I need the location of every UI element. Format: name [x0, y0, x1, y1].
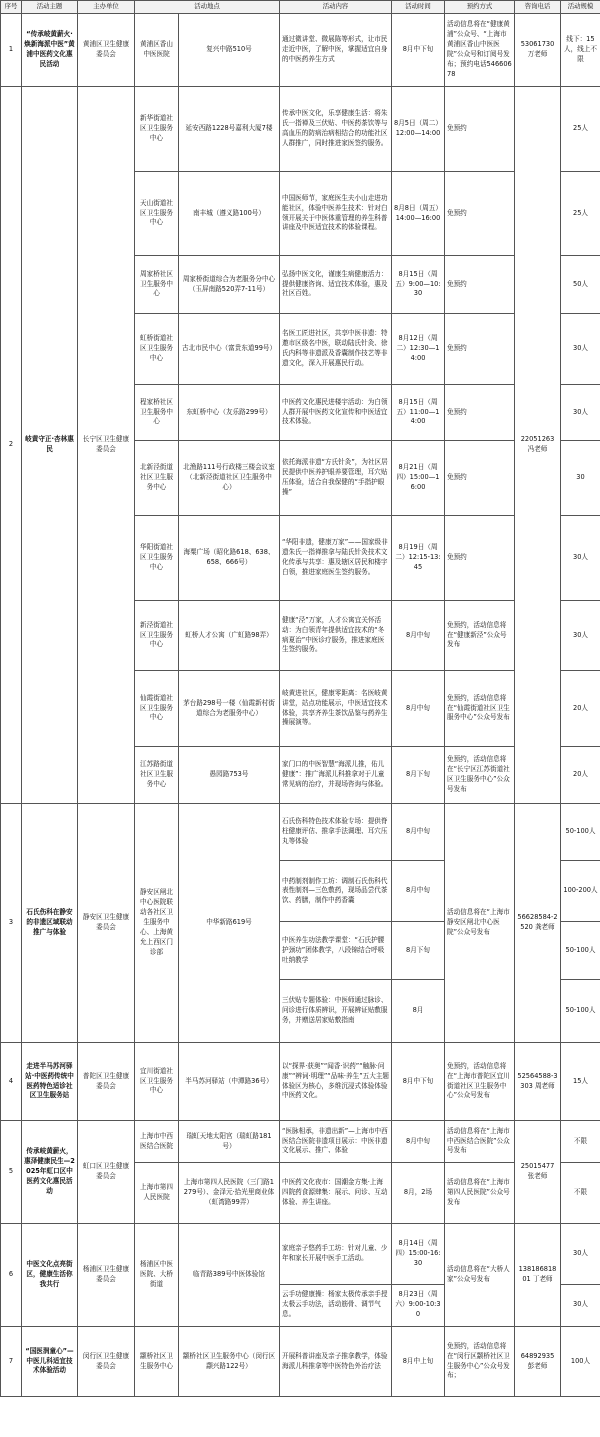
activity-time: 8月中旬	[392, 601, 445, 671]
row-number: 7	[1, 1327, 22, 1397]
place-text: 古北市民中心（富贵东道99号）	[182, 344, 277, 353]
booking-method: 免预约	[445, 441, 515, 516]
activity-time: 8月19日（周二）12:15-13:45	[392, 516, 445, 601]
organizer-site: 华阳街道社区卫生服务中心	[135, 516, 179, 600]
booking-method: 活动信息将在“上海市静安区闸北中心医院”公众号发布	[445, 804, 515, 1043]
location-cell	[135, 1163, 280, 1224]
activity-content: 中药制剂制作工坊：调制石氏伤科代表性制剂—三色敷药，现场品尝代茶饮、药膳，制作中药香囊	[280, 861, 392, 922]
activity-content: 中医药文化惠民进楼宇活动：为白领人群开展中医药文化宣传和中医适宜技术体验。	[280, 385, 392, 441]
activity-theme: 岐黄守正·杏林惠民	[22, 87, 78, 804]
place-text: 周家桥街道综合为老服务分中心（玉屏南路520弄7-11号）	[182, 274, 276, 293]
header-booking: 预约方式	[445, 1, 515, 14]
place-text: 上海市第四人民医院（三门路1279号）、金泽元·拾光里商业体（虹湾路99弄）	[183, 1178, 275, 1206]
activity-scale: 线下：15人，线上不限	[561, 14, 600, 87]
activity-scale: 不限	[561, 1163, 600, 1224]
location-cell	[135, 14, 280, 87]
booking-method: 免预约	[445, 256, 515, 314]
activity-content: 开展科普讲座及亲子推拿教学，体验海派儿科推拿等中医特色外治疗法	[280, 1327, 392, 1397]
activity-time: 8月15日（周五）11:00—14:00	[392, 385, 445, 441]
activity-scale: 50-100人	[561, 804, 600, 861]
row-number: 4	[1, 1043, 22, 1121]
activity-time: 8月，2场	[392, 1163, 445, 1224]
activity-time: 8月中下旬	[392, 1043, 445, 1121]
activity-time: 8月	[392, 979, 445, 1042]
place-text: 中华新路619号	[206, 918, 252, 927]
location-cell	[135, 1224, 280, 1327]
activity-scale: 30人	[561, 1224, 600, 1285]
booking-method: 免预约，活动信息将在“长宁区江苏街道社区卫生服务中心”公众号发布	[445, 747, 515, 804]
table-row	[1, 1043, 600, 1121]
activity-content: 依托海派非遗“方氏针灸”，为社区居民提供中医养护眼养要管理，耳穴贴压体验，适合自我保健的“手指护眼操”	[280, 441, 392, 516]
location-cell	[135, 804, 280, 1043]
activity-theme: 走进半马苏河驿站·中医药传统中医药特色适诊社区卫生服务站	[22, 1043, 78, 1121]
activity-content: 名医工匠进社区，共享中医非遗：特邀市区级名中医，联动陆氏针灸、徐氏内科等非遗派及香囊制作技艺等非遗文化，深入开展惠民行动。	[280, 314, 392, 385]
header-time: 活动时间	[392, 1, 445, 14]
table-row	[1, 14, 600, 87]
activity-scale: 50人	[561, 256, 600, 314]
activity-theme: “国医润童心”—中医儿科适宜技术体验活动	[22, 1327, 78, 1397]
activity-content: 家庭亲子悠药手工坊：针对儿童、少年和家长开展中医手工活动。	[280, 1224, 392, 1285]
location-cell	[135, 441, 280, 516]
activity-time: 8月中旬	[392, 1121, 445, 1163]
activity-content: 中医药文化夜市：国潮金方集·上海四院药食源肆集：展示、问诊、互动体验、养生讲座。	[280, 1163, 392, 1224]
activity-content: 中医养生功法教学课堂：“石氏护腰护颈功”团体教学，八段锦结合呼吸吐纳教学	[280, 922, 392, 979]
activity-scale: 不限	[561, 1121, 600, 1163]
row-number: 1	[1, 14, 22, 87]
booking-method: 活动信息将在“健康黄浦”公众号、“上海市黄浦区香山中医医院”公众号和订阅号发布；预约电话54660678	[445, 14, 515, 87]
place-text: 延安西路1228号嘉利大厦7楼	[185, 124, 273, 133]
activity-time: 8月中上旬	[392, 1327, 445, 1397]
organizer-site: 新泾街道社区卫生服务中心	[135, 601, 179, 670]
activity-scale: 100人	[561, 1327, 600, 1397]
activity-content: 三伏贴专题体验：中医师通过脉诊、问诊进行体质辨识，开展辨证贴敷服务，并赠送居家贴敷指南	[280, 979, 392, 1042]
location-cell	[135, 1043, 280, 1121]
organizer-site: 杨浦区中医医院、大桥街道	[135, 1224, 179, 1326]
booking-method: 免预约，活动信息将在“闵行区颛桥社区卫生服务中心”公众号发布；	[445, 1327, 515, 1397]
activity-theme: 石氏伤科在静安的非遗区域联动推广与体验	[22, 804, 78, 1043]
header-contact: 咨询电话	[515, 1, 561, 14]
place-text: 临青路389号中医体验馆	[193, 1270, 265, 1279]
activity-scale: 30人	[561, 1284, 600, 1326]
activity-time: 8月中旬	[392, 804, 445, 861]
activity-content: 云手功健康操：杨家太极传承亲手授太极云手功法，活动筋骨、调节气息。	[280, 1284, 392, 1326]
host-unit: 长宁区卫生健康委员会	[78, 87, 135, 804]
contact-phone: 53061730 万老师	[515, 14, 561, 87]
activity-content: 石氏伤科特色技术体验专场：提供脊柱健康评估、推拿手法调理、耳穴压丸等体验	[280, 804, 392, 861]
place-text: 东虹桥中心（友乐路299号）	[186, 407, 272, 416]
activity-time: 8月21日（周四）15:00—16:00	[392, 441, 445, 516]
table-row	[1, 1224, 600, 1285]
contact-phone: 64892935 彭老师	[515, 1327, 561, 1397]
organizer-site: 天山街道社区卫生服务中心	[135, 172, 179, 255]
contact-phone: 22051263 冯老师	[515, 87, 561, 804]
location-cell	[135, 1121, 280, 1163]
activity-scale: 20人	[561, 747, 600, 804]
organizer-site: 北新泾街道社区卫生服务中心	[135, 441, 179, 515]
activity-scale: 50-100人	[561, 979, 600, 1042]
host-unit: 虹口区卫生健康委员会	[78, 1121, 135, 1224]
organizer-site: 江苏路街道社区卫生服务中心	[135, 747, 179, 803]
activity-time: 8月5日（周二）12:00—14:00	[392, 87, 445, 172]
activity-time: 8月中旬	[392, 671, 445, 747]
activity-content: 以“探界·获奥”“闻香·识药”“触脉·问康”“辨词·明理”“品味·养生”五大主题体验区为核心，多维沉浸式体验体验中医药文化。	[280, 1043, 392, 1121]
activity-time: 8月12日（周二）12:30—14:00	[392, 314, 445, 385]
location-cell	[135, 314, 280, 385]
host-unit: 黄浦区卫生健康委员会	[78, 14, 135, 87]
activity-content: 岐黄进社区，健康零距离：名医岐黄讲堂，站点功能展示，中医适宜技术体验，共享齐养生茶饮品鉴与药养生操展演等。	[280, 671, 392, 747]
location-cell	[135, 1327, 280, 1397]
location-cell	[135, 87, 280, 172]
activity-content: 弘扬中医文化，谨康生病健康活力：提供健康咨询、适宜技术体验，惠及社区百姓。	[280, 256, 392, 314]
activity-content: 传承中医文化，乐享健康生活：将朱氏一指禅及三伏贴、中医药茶饮等与高血压的防病治病相结合的功能社区人群推广，同时推进家医签约服务。	[280, 87, 392, 172]
organizer-site: 宜川街道社区卫生服务中心	[135, 1043, 179, 1120]
place-text: 半马苏河驿站（中潭路36号）	[185, 1076, 273, 1085]
activity-scale: 20人	[561, 671, 600, 747]
table-row	[1, 804, 600, 861]
organizer-site: 黄浦区香山中医医院	[135, 14, 179, 86]
activity-content: 通过微讲堂、微展陈等形式，让市民走近中医，了解中医，掌握适宜自身的中医药养生方式	[280, 14, 392, 87]
contact-phone: 56628584-2520 龚老师	[515, 804, 561, 1043]
table-row	[1, 87, 600, 172]
organizer-site: 上海市中西医结合医院	[135, 1121, 179, 1162]
organizer-site: 新华街道社区卫生服务中心	[135, 87, 179, 171]
activity-content: 家门口的中医智慧“海派儿推，佑儿健康”：推广海派儿科推拿对于儿童常见病的治疗，并现场咨询与体验。	[280, 747, 392, 804]
activity-time: 8月15日（周五）9:00—10:30	[392, 256, 445, 314]
activity-theme: 中医文化点亮街区，健康生活你我共行	[22, 1224, 78, 1327]
location-cell	[135, 516, 280, 601]
activity-time: 8月下旬	[392, 747, 445, 804]
booking-method: 免预约，活动信息将在“健康新泾”公众号发布	[445, 601, 515, 671]
header-content: 活动内容	[280, 1, 392, 14]
organizer-site: 程家桥社区卫生服务中心	[135, 385, 179, 440]
organizer-site: 仙霞街道社区卫生服务中心	[135, 671, 179, 746]
activity-scale: 25人	[561, 87, 600, 172]
host-unit: 静安区卫生健康委员会	[78, 804, 135, 1043]
row-number: 6	[1, 1224, 22, 1327]
activity-time: 8月中下旬	[392, 14, 445, 87]
organizer-site: 上海市第四人民医院	[135, 1163, 179, 1223]
booking-method: 免预约	[445, 314, 515, 385]
booking-method: 活动信息将在“上海市第四人民医院”公众号发布	[445, 1163, 515, 1224]
activity-content: “医脉相承，非遗出新”—上海市中西医结合医院非遗项目展示：中医非遗文化展示、推广、体验	[280, 1121, 392, 1163]
place-text: 北渔路111号行政楼三楼会议室（北新泾街道社区卫生服务中心）	[183, 463, 275, 491]
activity-scale: 30人	[561, 601, 600, 671]
activity-scale: 50-100人	[561, 922, 600, 979]
place-text: 颛桥社区卫生服务中心（闵行区颛兴路122号）	[182, 1351, 276, 1370]
activity-content: “华阳非遗，健康万家”——国家级非遗朱氏一指禅推拿与陆氏针灸技术文化传承与共享：惠及辖区居民和楼宇白领，推进家庭医生签约服务。	[280, 516, 392, 601]
contact-phone: 13818681801 丁老师	[515, 1224, 561, 1327]
activity-time: 8月下旬	[392, 922, 445, 979]
organizer-site: 周家桥社区卫生服务中心	[135, 256, 179, 313]
activity-theme: “传承岐黄薪火·焕新海派中医”黄浦中医药文化惠民活动	[22, 14, 78, 87]
activity-time: 8月14日（周四）15:00-16:30	[392, 1224, 445, 1285]
booking-method: 免预约，活动信息将在“仙霞街道社区卫生服务中心”公众号发布	[445, 671, 515, 747]
location-cell	[135, 601, 280, 671]
location-cell	[135, 385, 280, 441]
row-number: 2	[1, 87, 22, 804]
organizer-site: 颛桥社区卫生服务中心	[135, 1327, 179, 1396]
place-text: 愚园路753号	[209, 770, 249, 779]
activity-scale: 15人	[561, 1043, 600, 1121]
organizer-site: 静安区闸北中心医院联动各社区卫生服务中心、上海黄允上西区门诊部	[135, 804, 179, 1042]
place-text: 南丰城（遵义路100号）	[193, 208, 265, 217]
table-row	[1, 1327, 600, 1397]
header-no: 序号	[1, 1, 22, 14]
activity-time: 8月中旬	[392, 861, 445, 922]
location-cell	[135, 747, 280, 804]
place-text: 复兴中路510号	[206, 45, 252, 54]
activity-theme: 传承岐黄薪火，惠泽健康民生—2025年虹口区中医药文化惠民活动	[22, 1121, 78, 1224]
activity-content: 中国医师节，家庭医生夫小山走进功能社区，体验中医养生技术：针对白领开展关于中医体重管理的养生科普讲座及中医适宜技术的体验课程。	[280, 172, 392, 256]
header-theme: 活动主题	[22, 1, 78, 14]
booking-method: 活动信息将在“上海市中西医结合医院”公众号发布	[445, 1121, 515, 1163]
row-number: 5	[1, 1121, 22, 1224]
location-cell	[135, 172, 280, 256]
place-text: 海粟广场（昭化路618、638、658、666号）	[183, 548, 275, 566]
activity-scale: 25人	[561, 172, 600, 256]
table-row	[1, 1121, 600, 1163]
header-place: 活动地点	[135, 1, 280, 14]
place-text: 茅台路298号一楼（仙霞新村街道综合为老服务中心）	[183, 698, 275, 717]
booking-method: 免预约	[445, 87, 515, 172]
activity-scale: 30人	[561, 385, 600, 441]
activity-scale: 30	[561, 441, 600, 516]
location-cell	[135, 256, 280, 314]
host-unit: 普陀区卫生健康委员会	[78, 1043, 135, 1121]
activity-content: 健康“泾”万家，人才公寓宜关怀活动：为白领青年提供适宜技术的“冬病夏治”中医诊疗服务，推进家庭医生签约服务。	[280, 601, 392, 671]
header-host: 主办单位	[78, 1, 135, 14]
location-cell	[135, 671, 280, 747]
booking-method: 免预约	[445, 516, 515, 601]
header-row	[1, 1, 600, 14]
activity-scale: 30人	[561, 516, 600, 601]
host-unit: 闵行区卫生健康委员会	[78, 1327, 135, 1397]
place-text: 瑞虹天地太阳宫（瑞虹路181号）	[186, 1131, 272, 1150]
row-number: 3	[1, 804, 22, 1043]
booking-method: 免预约	[445, 172, 515, 256]
booking-method: 活动信息将在“大桥人家”公众号发布	[445, 1224, 515, 1327]
booking-method: 免预约	[445, 385, 515, 441]
host-unit: 杨浦区卫生健康委员会	[78, 1224, 135, 1327]
contact-phone: 25015477 张老师	[515, 1121, 561, 1224]
activity-time: 8月23日（周六）9:00-10:30	[392, 1284, 445, 1326]
activity-time: 8月8日（周五）14:00—16:00	[392, 172, 445, 256]
place-text: 虹桥人才公寓（广虹路98弄）	[185, 630, 273, 639]
activity-scale: 30人	[561, 314, 600, 385]
organizer-site: 虹桥街道社区卫生服务中心	[135, 314, 179, 384]
booking-method: 免预约，活动信息将在“上海市普陀区宜川街道社区卫生服务中心”公众号发布	[445, 1043, 515, 1121]
header-scale: 活动规模	[561, 1, 600, 14]
activity-scale: 100-200人	[561, 861, 600, 922]
contact-phone: 52564588-3303 周老师	[515, 1043, 561, 1121]
